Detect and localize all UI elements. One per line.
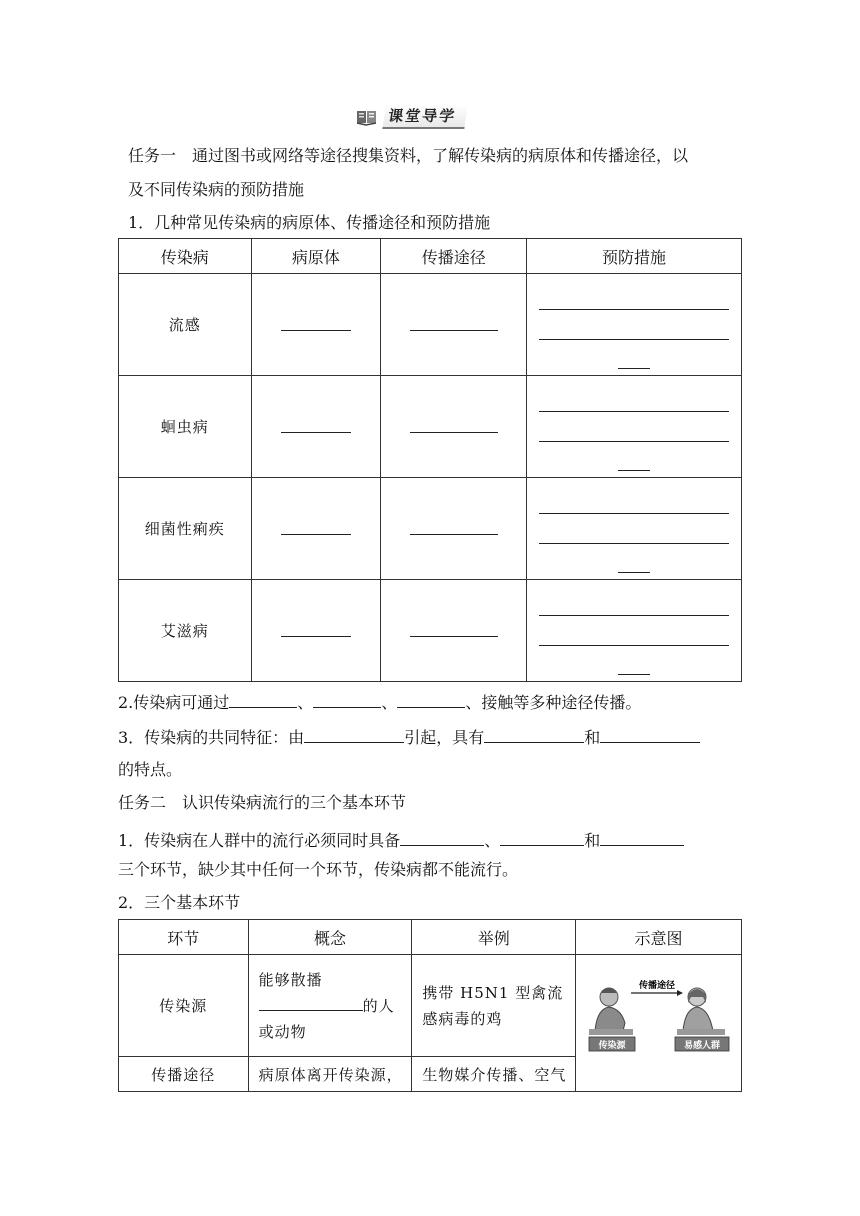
task2-question1-line2: 三个环节，缺少其中任何一个环节，传染病都不能流行。 (118, 860, 519, 879)
prevention-blank[interactable] (527, 280, 741, 369)
prevention-blank[interactable] (527, 484, 741, 573)
stage-name: 传染源 (119, 955, 249, 1057)
q2-suffix: 、接触等多种途径传播。 (465, 693, 642, 712)
header-disease: 传染病 (119, 239, 252, 274)
route-blank[interactable] (410, 314, 498, 331)
table-row (119, 955, 742, 1057)
task1-question2 (118, 690, 641, 713)
example-text-a: 携带 H5N1 型禽流 (422, 983, 564, 1002)
stage-blank-1[interactable] (400, 828, 484, 846)
source-label: 传染源 (597, 1041, 626, 1051)
arrow-label: 传播途径 (638, 981, 675, 991)
cause-blank[interactable] (304, 725, 404, 743)
route-blank[interactable] (410, 416, 498, 433)
section-header (356, 104, 466, 130)
task1-question3-line2: 的特点。 (118, 760, 183, 779)
example-text-b: 感病毒的鸡 (422, 1009, 503, 1028)
example-cell (412, 955, 576, 1057)
concept-blank[interactable] (259, 993, 363, 1011)
t2q1-prefix: 1．传染病在人群中的流行必须同时具备 (118, 831, 401, 850)
section-title: 课堂导学 (382, 105, 467, 129)
disease-name: 蛔虫病 (119, 376, 252, 478)
q2-sep1: 、 (297, 693, 314, 712)
task2-question2: 2．三个基本环节 (118, 893, 241, 912)
stage-blank-2[interactable] (500, 828, 584, 846)
stages-table-header (119, 920, 742, 955)
stages-table (118, 919, 742, 1092)
pathogen-blank[interactable] (281, 518, 351, 535)
disease-table-header (119, 239, 742, 274)
prevention-blank[interactable] (527, 586, 741, 675)
header-concept: 概念 (248, 920, 412, 955)
prevention-blank[interactable] (527, 382, 741, 471)
feature-blank-1[interactable] (484, 725, 584, 743)
table-row (119, 376, 742, 478)
feature-blank-2[interactable] (600, 725, 700, 743)
task1-question1: 1．几种常见传染病的病原体、传播途径和预防措施 (128, 213, 491, 232)
susceptible-person-illustration (677, 988, 725, 1035)
susceptible-label: 易感人群 (683, 1041, 720, 1051)
example-cell: 生物媒介传播、空气 (412, 1057, 576, 1092)
q2-prefix: 2.传染病可通过 (118, 693, 230, 712)
q3-mid2: 和 (584, 728, 601, 747)
header-pathogen: 病原体 (251, 239, 381, 274)
disease-name: 艾滋病 (119, 580, 252, 682)
pathogen-blank[interactable] (281, 620, 351, 637)
task1-title-line2: 及不同传染病的预防措施 (128, 180, 305, 199)
route-blank[interactable] (410, 620, 498, 637)
task1-title-line1: 任务一 通过图书或网络等途径搜集资料，了解传染病的病原体和传播途径，以 (128, 146, 689, 165)
concept-text-b: 的人 (362, 996, 395, 1015)
t2q1-sep2: 和 (584, 831, 601, 850)
task1-question3 (118, 725, 700, 748)
route-blank-3[interactable] (397, 690, 465, 708)
book-icon (356, 108, 378, 126)
header-stage: 环节 (119, 920, 249, 955)
disease-name: 流感 (119, 274, 252, 376)
header-diagram: 示意图 (576, 920, 742, 955)
source-person-illustration (589, 988, 633, 1035)
pathogen-blank[interactable] (281, 314, 351, 331)
q3-prefix: 3．传染病的共同特征：由 (118, 728, 305, 747)
task2-title: 任务二 认识传染病流行的三个基本环节 (118, 793, 407, 812)
table-row (119, 478, 742, 580)
header-route: 传播途径 (381, 239, 527, 274)
transmission-diagram (579, 977, 739, 1057)
concept-cell (248, 955, 412, 1057)
header-example: 举例 (412, 920, 576, 955)
route-blank-2[interactable] (313, 690, 381, 708)
q3-mid1: 引起，具有 (404, 728, 485, 747)
table-row (119, 274, 742, 376)
q2-sep2: 、 (381, 693, 398, 712)
route-blank[interactable] (410, 518, 498, 535)
diagram-cell (576, 955, 742, 1092)
stage-name: 传播途径 (119, 1057, 249, 1092)
pathogen-blank[interactable] (281, 416, 351, 433)
disease-name: 细菌性痢疾 (119, 478, 252, 580)
t2q1-sep1: 、 (484, 831, 501, 850)
disease-table (118, 238, 742, 682)
header-prevention: 预防措施 (527, 239, 742, 274)
concept-text-a: 能够散播 (258, 970, 323, 989)
concept-cell: 病原体离开传染源， (248, 1057, 412, 1092)
table-row (119, 580, 742, 682)
concept-text-c: 或动物 (258, 1022, 307, 1041)
stage-blank-3[interactable] (600, 828, 684, 846)
task2-question1 (118, 828, 684, 851)
route-blank-1[interactable] (229, 690, 297, 708)
